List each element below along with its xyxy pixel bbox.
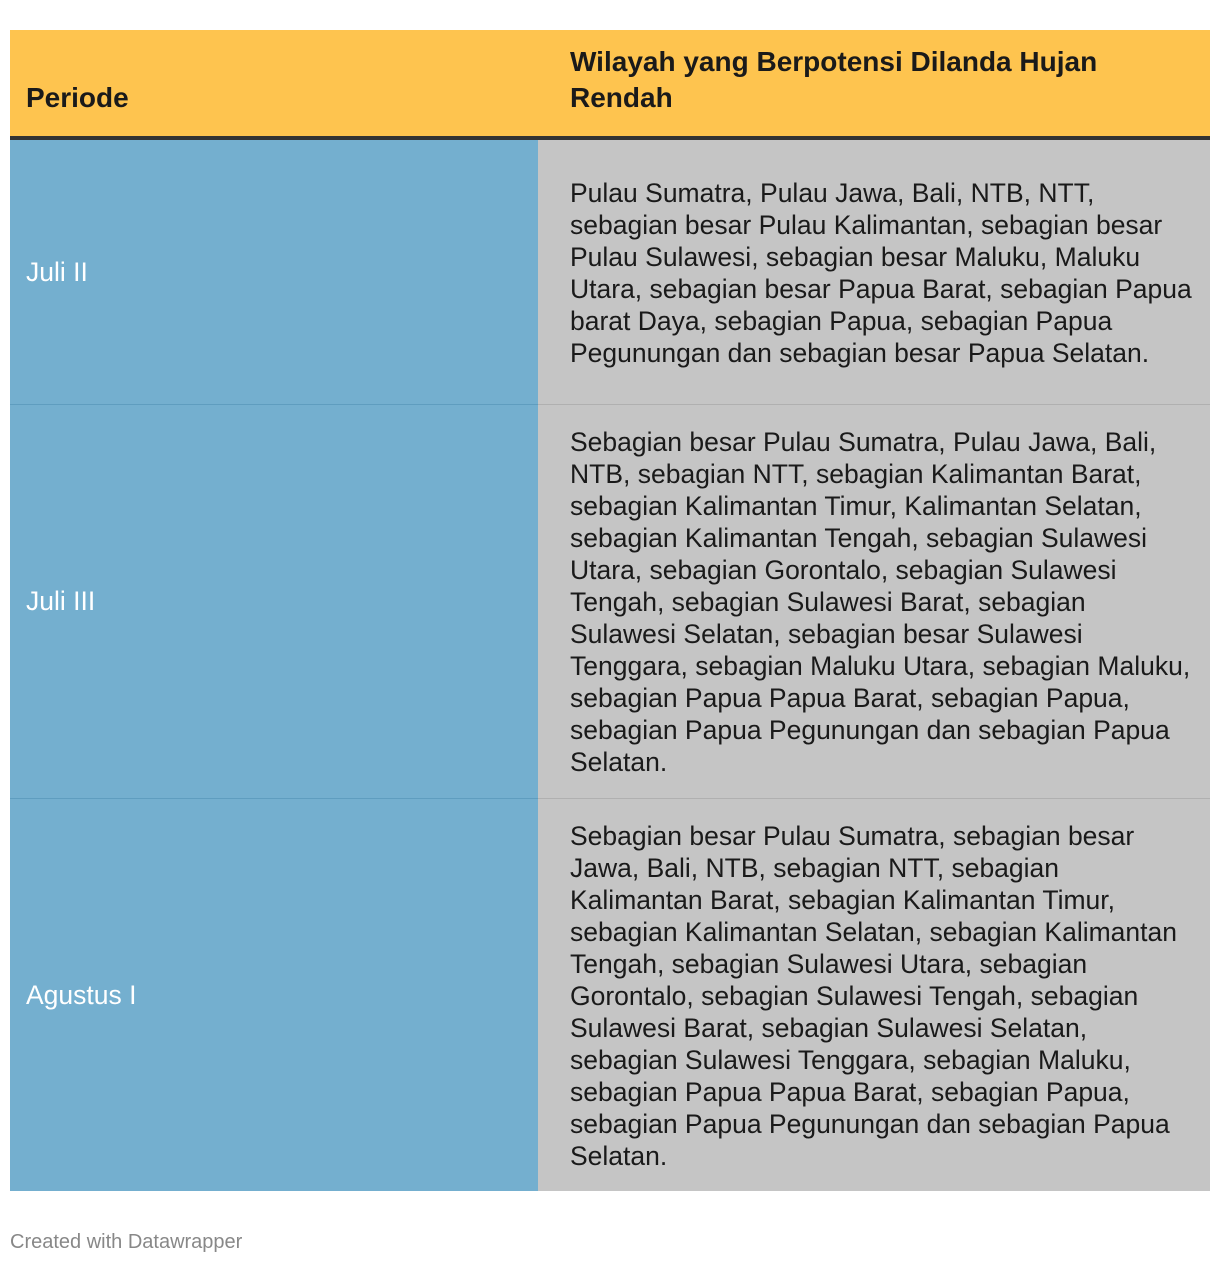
table-row: [10, 798, 1210, 1191]
footer-credit: Created with Datawrapper: [10, 1231, 243, 1253]
data-table: [10, 30, 1210, 1191]
data-table-container: [10, 30, 1210, 1191]
period-cell: Juli III: [10, 404, 538, 798]
column-header-period[interactable]: Periode: [10, 30, 538, 138]
table-body: [10, 138, 1210, 1191]
region-cell: Sebagian besar Pulau Sumatra, sebagian besar Jawa, Bali, NTB, sebagian NTT, sebagian Kalimantan Barat, sebagian Kalimantan Timur, sebagian Kalimantan Selatan, sebagian Kalimantan Tengah, sebagian Sulawesi Utara, sebagian Gorontalo, sebagian Sulawesi Tengah, sebagian Sulawesi Barat, sebagian Sulawesi Selatan, sebagian Sulawesi Tenggara, sebagian Maluku, sebagian Papua Papua Barat, sebagian Papua, sebagian Papua Pegunungan dan sebagian Papua Selatan.: [538, 798, 1210, 1191]
period-cell: Juli II: [10, 138, 538, 404]
table-row: [10, 138, 1210, 404]
region-cell: Sebagian besar Pulau Sumatra, Pulau Jawa, Bali, NTB, sebagian NTT, sebagian Kalimantan Barat, sebagian Kalimantan Timur, Kalimantan Selatan, sebagian Kalimantan Tengah, sebagian Sulawesi Utara, sebagian Gorontalo, sebagian Sulawesi Tengah, sebagian Sulawesi Barat, sebagian Sulawesi Selatan, sebagian besar Sulawesi Tenggara, sebagian Maluku Utara, sebagian Maluku, sebagian Papua Papua Barat, sebagian Papua, sebagian Papua Pegunungan dan sebagian Papua Selatan.: [538, 404, 1210, 798]
table-header: [10, 30, 1210, 138]
region-cell: Pulau Sumatra, Pulau Jawa, Bali, NTB, NTT, sebagian besar Pulau Kalimantan, sebagian besar Pulau Sulawesi, sebagian besar Maluku, Maluku Utara, sebagian besar Papua Barat, sebagian Papua barat Daya, sebagian Papua, sebagian Papua Pegunungan dan sebagian besar Papua Selatan.: [538, 138, 1210, 404]
header-row: [10, 30, 1210, 138]
column-header-region[interactable]: Wilayah yang Berpotensi Dilanda Hujan Rendah: [538, 30, 1210, 138]
period-cell: Agustus I: [10, 798, 538, 1191]
table-row: [10, 404, 1210, 798]
